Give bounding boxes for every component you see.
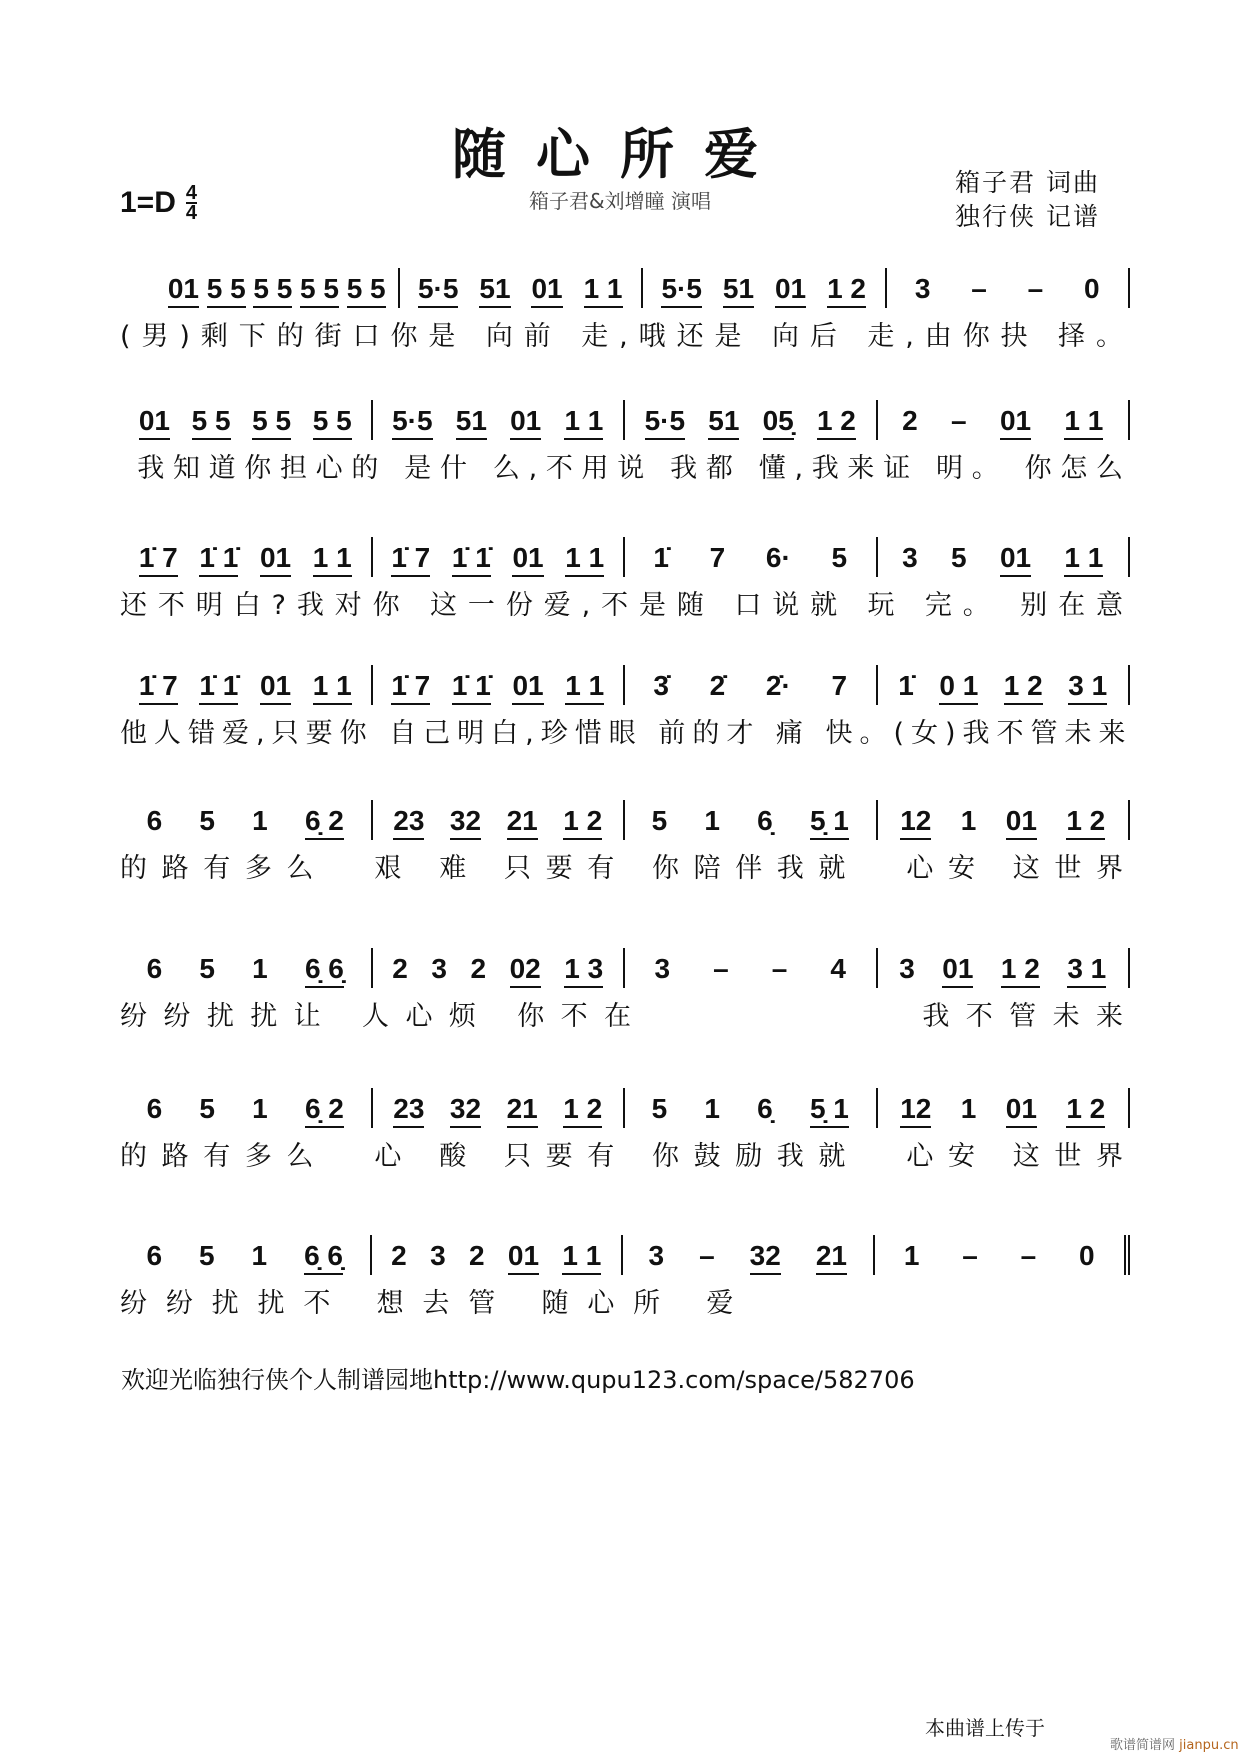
note: 23: [393, 1094, 424, 1128]
measure: [373, 400, 626, 440]
note: 1̇ 1̇: [452, 671, 491, 705]
note: 1: [960, 805, 977, 836]
note: 0: [1079, 1240, 1095, 1271]
note: 5 5: [252, 406, 291, 440]
score-row: [120, 268, 1130, 353]
notes-line: [120, 1235, 1130, 1275]
measure: [120, 400, 373, 440]
note: 51: [723, 274, 754, 308]
note: 21: [816, 1241, 847, 1275]
measure: [625, 537, 878, 577]
measure: [625, 1088, 878, 1128]
note: –: [962, 1240, 978, 1271]
score-row: [120, 800, 1130, 885]
score-row: [120, 665, 1133, 750]
note: –: [699, 1240, 715, 1271]
note: 5: [831, 542, 848, 573]
note: 7: [831, 670, 848, 701]
note: 3: [430, 1240, 446, 1271]
measure: [156, 268, 400, 308]
note: 1̇ 7: [391, 543, 430, 577]
notes-line: [120, 948, 1130, 988]
footer-link-text: 欢迎光临独行侠个人制谱园地http://www.qupu123.com/space/582706: [121, 1366, 915, 1394]
note: 01: [942, 954, 973, 988]
note: 6: [146, 1240, 163, 1271]
note: 5 5: [207, 274, 246, 308]
lyrics-music-credit: 箱子君 词曲: [955, 168, 1100, 197]
note: 01: [260, 543, 291, 577]
note: –: [771, 953, 788, 984]
note: 1̇ 1̇: [452, 543, 491, 577]
lyrics-line: 我知道你担心的 是什 么,不用说 我都 懂,我来证 明。 你怎么: [120, 453, 1130, 484]
note: 2̇: [709, 670, 726, 701]
note: 1 2: [563, 806, 602, 840]
measure: [120, 1088, 373, 1128]
time-bottom: 4: [185, 202, 197, 224]
measure: [120, 800, 373, 840]
note: 1 2: [817, 406, 856, 440]
note: –: [951, 405, 967, 436]
note: 1 1: [1064, 543, 1103, 577]
lyrics-line: 他人错爱,只要你 自己明白,珍惜眼 前的才 痛 快。(女)我不管未来: [120, 718, 1133, 749]
note: 23: [393, 806, 424, 840]
score-row: [120, 1235, 1130, 1320]
note: 1̇: [653, 542, 669, 573]
watermark-domain: jianpu.cn: [1179, 1738, 1239, 1753]
measure: [400, 268, 644, 308]
note: 3: [431, 953, 447, 984]
note: 1 1: [313, 543, 352, 577]
note: 32: [750, 1241, 781, 1275]
note: 5: [651, 1093, 668, 1124]
measure: [887, 268, 1131, 308]
note: 01: [1006, 806, 1037, 840]
watermark-site: 歌谱简谱网: [1110, 1738, 1176, 1753]
measure: [643, 268, 887, 308]
measure: [878, 800, 1131, 840]
note: 1 3: [564, 954, 603, 988]
note: 2: [470, 953, 487, 984]
transcriber-credit: 独行侠 记谱: [955, 202, 1100, 231]
measure: [120, 1235, 372, 1275]
note: 2: [468, 1240, 485, 1271]
note: 21: [507, 806, 538, 840]
lyrics-line: 纷纷扰扰让 人心烦 你不在 我不管未来: [120, 1001, 1130, 1032]
measure: [625, 800, 878, 840]
note: 1 1: [562, 1241, 601, 1275]
note: 5: [199, 805, 215, 836]
note: 21: [507, 1094, 538, 1128]
note: 1 2: [563, 1094, 602, 1128]
note: 5·5: [418, 274, 458, 308]
note: 1: [960, 1093, 977, 1124]
lyrics-line: 的路有多么 心 酸 只要有 你鼓励我就 心安 这世界: [120, 1141, 1130, 1172]
notes-line: [120, 268, 1130, 308]
note: 1 1: [584, 274, 623, 308]
note: 2: [902, 405, 918, 436]
note: 1 2: [1004, 671, 1043, 705]
note: 01: [531, 274, 562, 308]
note: 12: [900, 806, 931, 840]
note: 5·5: [392, 406, 432, 440]
measure: [625, 948, 878, 988]
note: 5 5: [347, 274, 386, 308]
measure: [120, 948, 373, 988]
note: 5: [199, 953, 215, 984]
note: 7: [709, 542, 726, 573]
note: 5: [199, 1093, 215, 1124]
note: –: [1027, 273, 1044, 304]
key-label: 1=D: [120, 186, 176, 219]
note: 3̇: [653, 670, 669, 701]
upload-note: 本曲谱上传于: [925, 1716, 1045, 1740]
note: 12: [900, 1094, 931, 1128]
lyrics-line: 纷纷扰扰不 想去管 随心所 爱: [120, 1288, 1130, 1319]
note: 01: [508, 1241, 539, 1275]
note: 6̣ 2: [305, 1094, 344, 1128]
note: 4: [830, 953, 846, 984]
note: 0: [1084, 273, 1100, 304]
note: 1: [252, 805, 268, 836]
note: 3: [648, 1240, 665, 1271]
note: 5 5: [300, 274, 339, 308]
note: 51: [456, 406, 487, 440]
note: 0 1: [939, 671, 978, 705]
note: 02: [510, 954, 541, 988]
note: 1 2: [1001, 954, 1040, 988]
note: 32: [450, 1094, 481, 1128]
score-row: [120, 1088, 1130, 1173]
note: 01: [168, 274, 199, 308]
note: 6·: [765, 542, 791, 573]
note: 5 5: [313, 406, 352, 440]
measure: [373, 537, 626, 577]
note: 1: [903, 1240, 920, 1271]
score-row: [120, 948, 1130, 1033]
notes-line: [120, 800, 1130, 840]
note: 2̇·: [765, 670, 791, 701]
note: 2: [391, 1240, 407, 1271]
note: 01: [775, 274, 806, 308]
note: 1̇ 7: [139, 671, 178, 705]
note: 5·5: [661, 274, 701, 308]
note: 1: [252, 1093, 268, 1124]
note: 01: [1000, 406, 1031, 440]
note: 1 1: [565, 543, 604, 577]
note: 1̇ 7: [139, 543, 178, 577]
measure: [372, 1235, 624, 1275]
lyrics-line: 的路有多么 艰 难 只要有 你陪伴我就 心安 这世界: [120, 853, 1130, 884]
note: 3: [654, 953, 671, 984]
note: 6: [146, 805, 163, 836]
note: 1̇ 7: [391, 671, 430, 705]
note: 3 1: [1068, 671, 1107, 705]
time-signature: [186, 184, 197, 222]
note: 01: [512, 671, 543, 705]
measure: [623, 1235, 875, 1275]
note: 05̣: [763, 406, 794, 440]
note: 1̇ 1̇: [199, 543, 238, 577]
note: 01: [1000, 543, 1031, 577]
note: 6̣: [757, 1093, 773, 1124]
score-row: [120, 537, 1130, 622]
note: 1 1: [565, 671, 604, 705]
note: 3: [899, 953, 915, 984]
measure: [878, 1088, 1131, 1128]
measure: [878, 948, 1131, 988]
note: 6̣: [757, 805, 773, 836]
note: 6̣ 6̣: [305, 954, 344, 988]
measure: [373, 948, 626, 988]
note: 01: [1006, 1094, 1037, 1128]
measure: [625, 400, 878, 440]
note: 3: [902, 542, 918, 573]
note: 1: [251, 1240, 268, 1271]
measure: [120, 537, 373, 577]
key-signature: [120, 184, 197, 222]
note: 1: [704, 805, 720, 836]
notes-line: [120, 1088, 1130, 1128]
note: 01: [510, 406, 541, 440]
note: 5: [951, 542, 967, 573]
measure: [878, 400, 1131, 440]
note: 6̣ 2: [305, 806, 344, 840]
note: 2: [392, 953, 408, 984]
measure: [625, 665, 878, 705]
note: 51: [708, 406, 739, 440]
notes-line: [120, 537, 1130, 577]
note: 1 1: [313, 671, 352, 705]
note: 1: [252, 953, 268, 984]
note: –: [971, 273, 987, 304]
song-title: 随心所爱: [452, 122, 788, 186]
note: 01: [139, 406, 170, 440]
notes-line: [120, 400, 1130, 440]
measure: [875, 1235, 1131, 1275]
credits: [955, 166, 1100, 234]
note: 1 2: [1066, 1094, 1105, 1128]
note: 5·5: [645, 406, 685, 440]
note: 3 1: [1067, 954, 1106, 988]
note: 5̣ 1: [810, 1094, 849, 1128]
note: 51: [479, 274, 510, 308]
measure: [120, 665, 373, 705]
note: 5: [651, 805, 668, 836]
note: 5 5: [192, 406, 231, 440]
note: 1 1: [564, 406, 603, 440]
note: 6: [146, 1093, 163, 1124]
note: 32: [450, 806, 481, 840]
note: 6: [146, 953, 163, 984]
note: –: [1020, 1240, 1037, 1271]
note: 1 1: [1064, 406, 1103, 440]
watermark: [1110, 1734, 1239, 1753]
measure: [878, 665, 1131, 705]
note: 1 2: [827, 274, 866, 308]
note: 5 5: [253, 274, 292, 308]
note: 3: [914, 273, 931, 304]
lyrics-line: (男)剩下的街口你是 向前 走,哦还是 向后 走,由你抉 择。: [120, 321, 1130, 352]
note: 1 2: [1066, 806, 1105, 840]
measure: [373, 1088, 626, 1128]
note: 1̇ 1̇: [199, 671, 238, 705]
note: 01: [260, 671, 291, 705]
note: 5̣ 1: [810, 806, 849, 840]
note: 6̣ 6̣: [304, 1241, 343, 1275]
note: 5: [199, 1240, 215, 1271]
measure: [373, 665, 626, 705]
time-top: 4: [185, 182, 197, 204]
note: 1: [704, 1093, 720, 1124]
note: 01: [512, 543, 543, 577]
measure: [878, 537, 1131, 577]
notes-line: [120, 665, 1130, 705]
note: 1̇: [898, 670, 914, 701]
note: –: [713, 953, 729, 984]
score-row: [120, 400, 1130, 485]
measure: [373, 800, 626, 840]
singer-credit: 箱子君&刘增瞳 演唱: [529, 189, 711, 213]
lyrics-line: 还不明白?我对你 这一份爱,不是随 口说就 玩 完。 别在意: [120, 590, 1130, 621]
